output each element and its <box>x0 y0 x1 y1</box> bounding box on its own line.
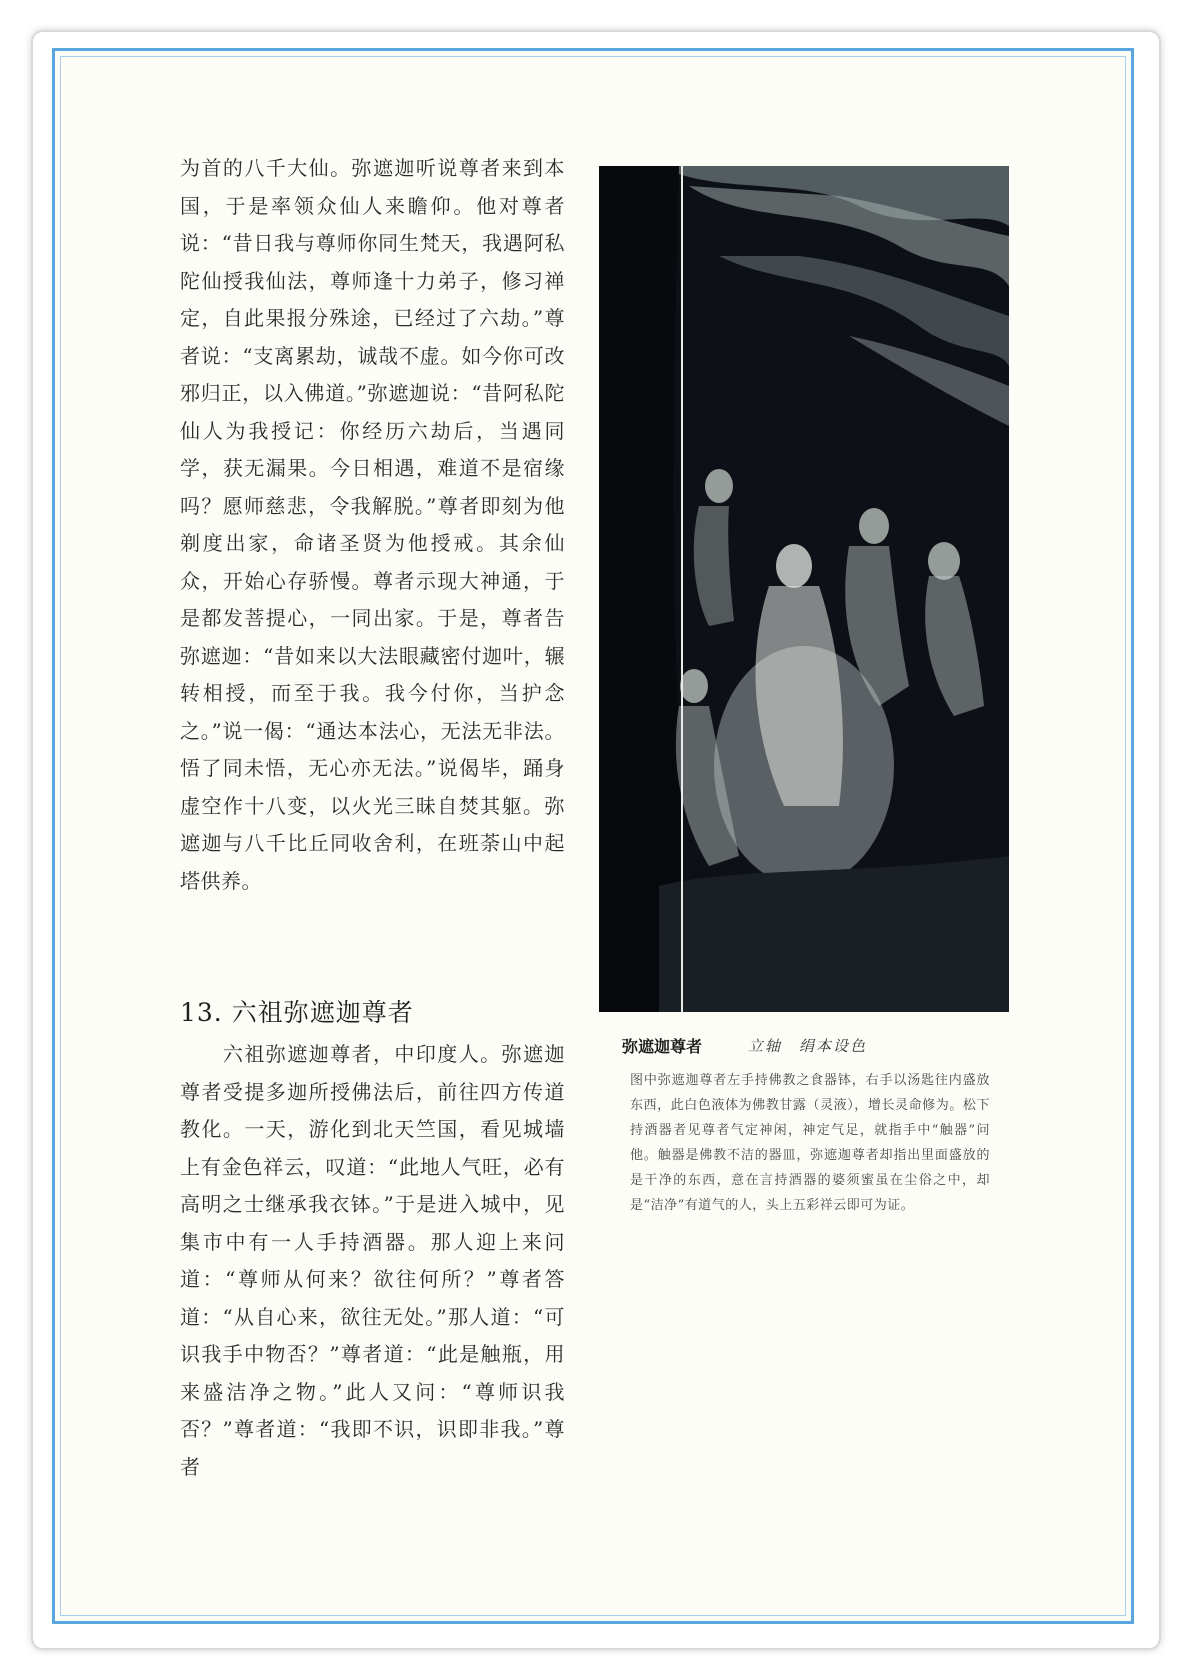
caption-meta: 立轴 绢本设色 <box>748 1037 868 1055</box>
caption-title: 弥遮迦尊者 <box>622 1037 703 1056</box>
painting-image <box>599 166 1009 1012</box>
body-text-1: 为首的八千大仙。弥遮迦听说尊者来到本国，于是率领众仙人来瞻仰。他对尊者说：“昔日我与尊师你同生梵天，我遇阿私陀仙授我仙法，尊师逢十力弟子，修习禅定，自此果报分殊途，已经过了六劫。”尊者说：“支离累劫，诚哉不虚。如今你可改邪归正，以入佛道。”弥遮迦说：“昔阿私陀仙人为我授记：你经历六劫后，当遇同学，获无漏果。今日相遇，难道不是宿缘吗？愿师慈悲，令我解脱。”尊者即刻为他剃度出家，命诸圣贤为他授戒。其余仙众，开始心存骄慢。尊者示现大神通，于是都发菩提心，一同出家。于是，尊者告弥遮迦：“昔如来以大法眼藏密付迦叶，辗转相授，而至于我。我今付你，当护念之。”说一偈：“通达本法心，无法无非法。悟了同未悟，无心亦无法。”说偈毕，踊身虚空作十八变，以火光三昧自焚其躯。弥遮迦与八千比丘同收舍利，在班荼山中起塔供养。 <box>180 156 565 893</box>
section-heading: 13. 六祖弥遮迦尊者 <box>180 998 414 1027</box>
body-text-2: 六祖弥遮迦尊者，中印度人。弥遮迦尊者受提多迦所授佛法后，前往四方传道教化。一天，游化到北天竺国，看见城墙上有金色祥云，叹道：“此地人气旺，必有高明之士继承我衣钵。”于是进入城中，见集市中有一人手持酒器。那人迎上来问道：“尊师从何来？欲往何所？”尊者答道：“从自心来，欲往无处。”那人道：“可识我手中物否？”尊者道：“此是触瓶，用来盛洁净之物。”此人又问：“尊师识我否？”尊者道：“我即不识，识即非我。”尊者 <box>180 1042 565 1479</box>
caption-description: 图中弥遮迦尊者左手持佛教之食器钵，右手以汤匙往内盛放东西，此白色液体为佛教甘露（灵液），增长灵命修为。松下持酒器者见尊者气定神闲，神定气足，就指手中“触器”问他。触器是佛教不洁的器皿，弥遮迦尊者却指出里面盛放的是干净的东西，意在言持酒器的婆须蜜虽在尘俗之中，却是“洁净”有道气的人，头上五彩祥云即可为证。 <box>630 1073 990 1213</box>
body-column-upper <box>180 150 565 900</box>
painting-illustration <box>599 166 1009 1012</box>
